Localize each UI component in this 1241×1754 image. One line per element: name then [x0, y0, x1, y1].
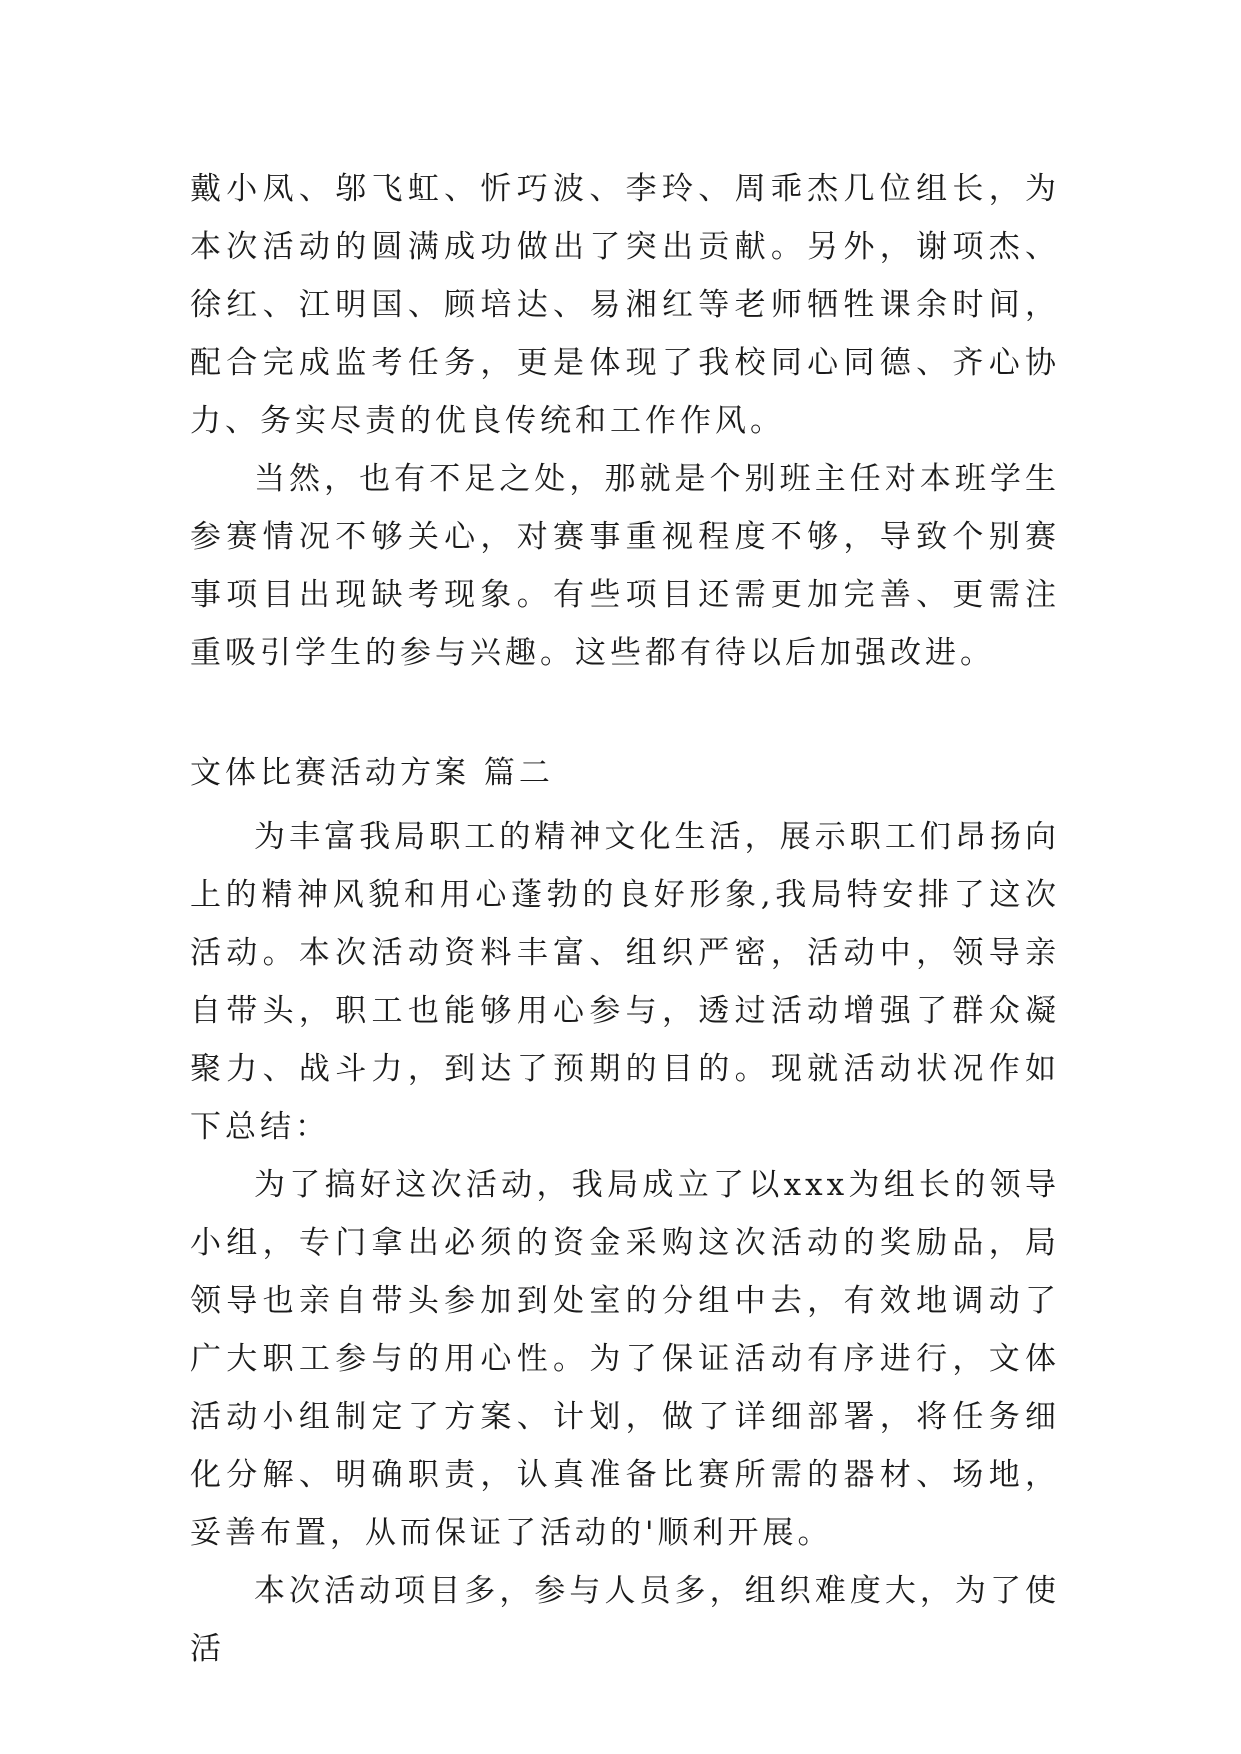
paragraph-activities: 本次活动项目多，参与人员多，组织难度大，为了使活	[190, 1573, 1060, 1667]
paragraph-continued: 戴小凤、邬飞虹、忻巧波、李玲、周乖杰几位组长，为本次活动的圆满成功做出了突出贡献。另外，谢项杰、徐红、江明国、顾培达、易湘红等老师牺牲课余时间，配合完成监考任务，更是体现了我校同心同德、齐心协力、务实尽责的优良传统和工作作风。	[190, 171, 1060, 439]
paragraph-organization: 为了搞好这次活动，我局成立了以xxx为组长的领导小组，专门拿出必须的资金采购这次活动的奖励品，局领导也亲自带头参加到处室的分组中去，有效地调动了广大职工参与的用心性。为了保证活动有序进行，文体活动小组制定了方案、计划，做了详细部署，将任务细化分解、明确职责，认真准备比赛所需的器材、场地，妥善布置，从而保证了活动的'顺利开展。	[190, 1167, 1060, 1551]
document-body	[190, 160, 1060, 1678]
section-heading: 文体比赛活动方案 篇二	[190, 755, 554, 791]
paragraph-shortcomings: 当然，也有不足之处，那就是个别班主任对本班学生参赛情况不够关心，对赛事重视程度不够，导致个别赛事项目出现缺考现象。有些项目还需更加完善、更需注重吸引学生的参与兴趣。这些都有待以后加强改进。	[190, 461, 1060, 671]
paragraph-intro: 为丰富我局职工的精神文化生活，展示职工们昂扬向上的精神风貌和用心蓬勃的良好形象,我局特安排了这次活动。本次活动资料丰富、组织严密，活动中，领导亲自带头，职工也能够用心参与，透过活动增强了群众凝聚力、战斗力，到达了预期的目的。现就活动状况作如下总结：	[190, 819, 1060, 1145]
